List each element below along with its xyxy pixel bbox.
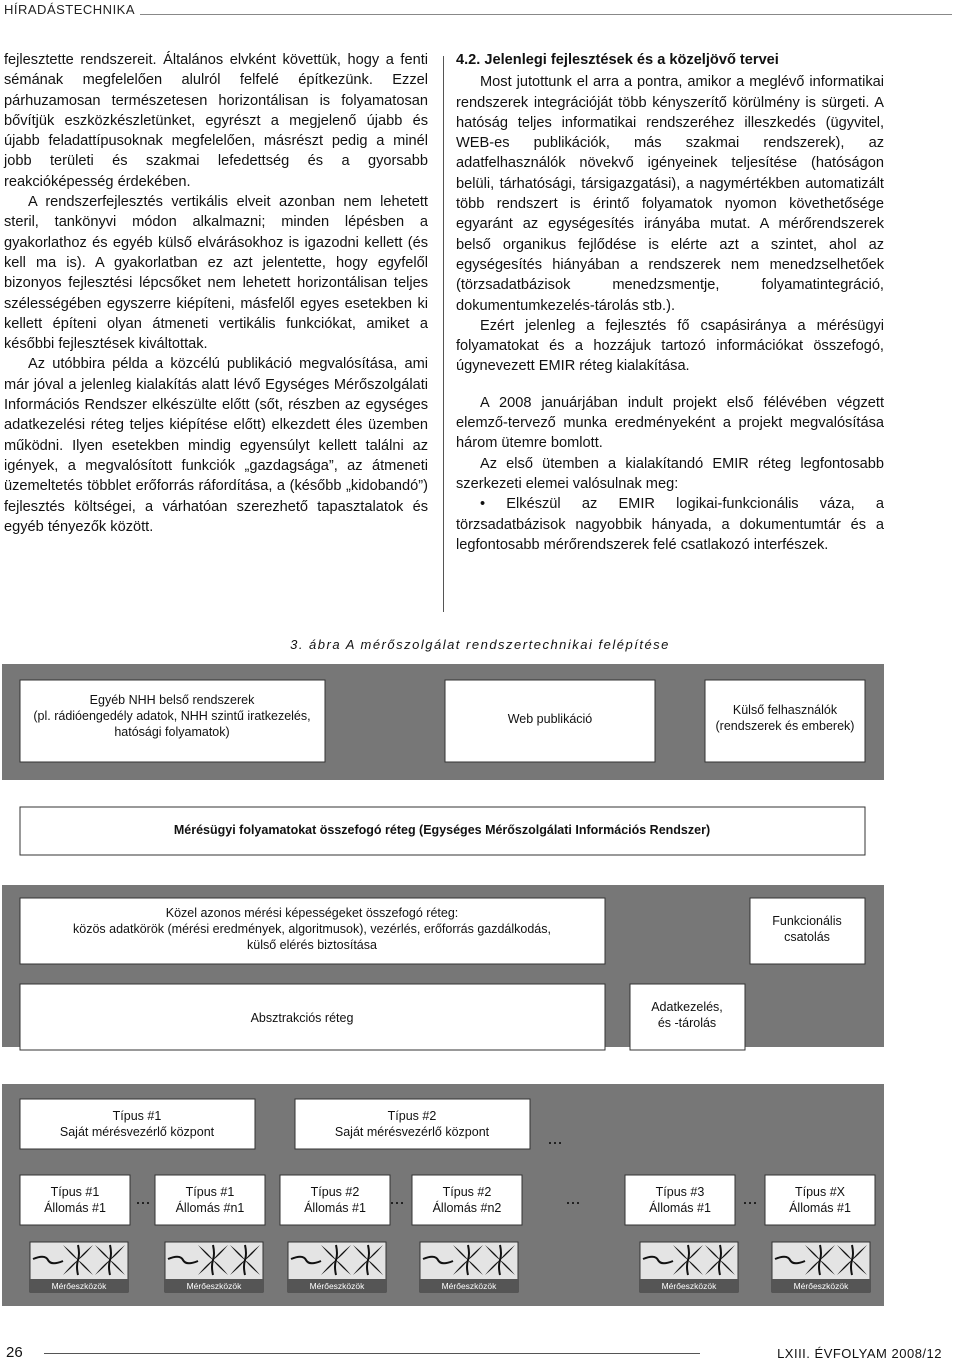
volume-info: LXIII. ÉVFOLYAM 2008/12 [777, 1346, 942, 1361]
left-column [4, 50, 428, 537]
station-6-box [765, 1175, 875, 1225]
instrument-label: Mérőeszközök [793, 1281, 849, 1291]
emir-layer-label: Mérésügyi folyamatokat összefogó réteg (Egységes Mérőszolgálati Információs Rendszer) [173, 823, 711, 837]
center-type-1-line-2: Saját mérésvezérlő központ [59, 1125, 215, 1139]
architecture-diagram [0, 662, 885, 1307]
left-paragraph-1: fejlesztette rendszereit. Általános elvként követtük, hogy a fenti sémának megfelelően alulról felfelé építkezünk. Ezzel párhuzamosan természetesen horizontálisan is folyamatosan bővítjük eszközkészletünket, egyrészt a megjelenő újabb és újabb feladattípusoknak megfelelően, másrészt pedig a minél jobb területi és szakmai lefedettség és a gyorsabb reakcióképesség érdekében. [4, 52, 428, 190]
instrument-group-5 [640, 1242, 738, 1292]
station-2-line-1: Típus #1 [185, 1185, 235, 1199]
center-type-1-line-1: Típus #1 [112, 1109, 162, 1123]
station-6-line-1: Típus #X [794, 1185, 846, 1199]
instrument-group-3 [288, 1242, 386, 1292]
center-type-2-line-2: Saját mérésvezérlő központ [334, 1125, 490, 1139]
instrument-label: Mérőeszközök [309, 1281, 365, 1291]
center-ellipsis: ... [547, 1128, 563, 1148]
running-header: HÍRADÁSTECHNIKA [4, 2, 136, 17]
station-4-line-2: Állomás #n2 [432, 1201, 502, 1215]
right-paragraph-2: Ezért jelenleg a fejlesztés fő csapásiránya a mérésügyi folyamatokat és a hozzájuk tartozó információkat összefogó, úgynevezett EMIR réteg kialakítása. [456, 317, 884, 375]
capability-line-1: Közel azonos mérési képességeket összefogó réteg: [165, 906, 459, 920]
bullet-item: • Elkészül az EMIR logikai-funkcionális váza, a törzsadatbázisok nagyobbik hányada, a dokumentumtár és a legfontosabb mérőrendszerek felé csatlakozó interfészek. [456, 496, 884, 553]
station-2-line-2: Állomás #n1 [175, 1201, 245, 1215]
station-5-line-1: Típus #3 [655, 1185, 705, 1199]
station-3-line-1: Típus #2 [310, 1185, 360, 1199]
page-number: 26 [6, 1344, 23, 1361]
external-users-line-1: Külső felhasználók [732, 703, 838, 717]
station-4-line-1: Típus #2 [442, 1185, 492, 1199]
station-1-line-2: Állomás #1 [44, 1201, 106, 1215]
left-paragraph-2: A rendszerfejlesztés vertikális elveit azonban nem lehetett steril, tankönyvi módon alkalmazni; minden lépésben a gyakorlathoz és egyéb külső elvárásokhoz is igazodni kellett (és kell ma is). A gyakorlatban ez azt jelentette, hogy egyfelől bizonyos fejlesztési lépcsőket nem lehetett horizontálisan teljes szélességében egyszerre kiépíteni, másfelől egyes esetekben ki kellett építeni olyan átmeneti vertikális funkciókat, amiket a későbbi fejlesztések kiváltottak. [4, 194, 428, 353]
data-handling-line-2: és -tárolás [657, 1016, 717, 1030]
abstraction-layer-label: Absztrakciós réteg [250, 1011, 354, 1025]
instrument-label: Mérőeszközök [51, 1281, 107, 1291]
right-paragraph-4: Az első ütemben a kialakítandó EMIR réteg legfontosabb szerkezeti elemei valósulnak meg: [456, 455, 884, 492]
left-paragraph-3: Az utóbbira példa a közcélú publikáció megvalósítása, ami már jóval a jelenleg kialakítás alatt lévő Egységes Mérőszolgálati Információs Rendszer elkészülte előtt (sőt, részben az egységes adatkezelési réteg teljes kiépítése előtt) elkezdett éles üzemben működni. Ilyen esetekben mindig egyensúlyt kellett találni az igények, a megvalósított funkciók „gazdagsága”, az átmeneti üzemeltetés többlet erőforrás ráfordítása, a (később „kidobandó”) fejlesztés költségei, a várhatóan szerezhető tapasztalatok és egyéb tényezők között. [4, 356, 428, 535]
column-divider [443, 56, 444, 612]
nhh-box-line-3: hatósági folyamatok) [114, 725, 230, 739]
instrument-group-4 [420, 1242, 518, 1292]
station-1-line-1: Típus #1 [50, 1185, 100, 1199]
station-4-box [412, 1175, 522, 1225]
figure-caption: 3. ábra A mérőszolgálat rendszertechnikai felépítése [290, 637, 670, 652]
right-column [456, 50, 884, 555]
capability-line-3: külső elérés biztosítása [247, 938, 377, 952]
instrument-group-2 [165, 1242, 263, 1292]
center-type-1-box [20, 1099, 255, 1149]
instrument-label: Mérőeszközök [661, 1281, 717, 1291]
station-2-box [155, 1175, 265, 1225]
right-paragraph-3: A 2008 januárjában indult projekt első félévében végzett elemző-tervező munka eredményeként a projekt megvalósítása három ütemre bomlott. [456, 394, 884, 452]
station-5-line-2: Állomás #1 [649, 1201, 711, 1215]
web-publication-label: Web publikáció [507, 712, 593, 726]
instrument-group-6 [772, 1242, 870, 1292]
center-type-2-box [295, 1099, 530, 1149]
station-3-box [280, 1175, 390, 1225]
station-ellipsis-3: ... [565, 1188, 581, 1208]
instrument-group-1 [30, 1242, 128, 1292]
capability-line-2: közös adatkörök (mérési eredmények, algoritmusok), vezérlés, erőforrás gazdálkodás, [73, 922, 551, 936]
station-3-line-2: Állomás #1 [304, 1201, 366, 1215]
center-type-2-line-1: Típus #2 [387, 1109, 437, 1123]
system-architecture-figure [0, 662, 885, 1307]
station-ellipsis-2: ... [389, 1188, 405, 1208]
instrument-label: Mérőeszközök [441, 1281, 497, 1291]
section-title: 4.2. Jelenlegi fejlesztések és a közeljövő tervei [456, 52, 779, 68]
footer-rule [44, 1353, 700, 1354]
nhh-box-line-1: Egyéb NHH belső rendszerek [89, 693, 255, 707]
right-paragraph-1: Most jutottunk el arra a pontra, amikor a meglévő informatikai rendszerek integrációját több kényszerítő körülmény is sürgeti. A hatóság teljes informatikai rendszeréhez illeszkedés (ügyvitel, WEB-es publikációk, más szakmai rendszerek), az adatfelhasználók növekvő igényeinek teljesítése (hatóságon belüli, tárhatósági, társigazgatási), a nagymértékben automatizált több rendszert is érintő folyamatok nyomon követhetősége egyaránt az egységesítés irányába mutat. A mérőrendszerek belső organikus fejlődése is elérte azt a szintet, ahol az egységesítés hiányában a rendszerek nem menedzselhetőek (törzsadatbázisok menedzsmentje, folyamatintegráció, dokumentumkezelés-tárolás stb.). [456, 74, 884, 314]
external-users-line-2: (rendszerek és emberek) [715, 719, 855, 733]
station-ellipsis-4: ... [742, 1188, 758, 1208]
instrument-label: Mérőeszközök [186, 1281, 242, 1291]
station-ellipsis-1: ... [135, 1188, 151, 1208]
station-1-box [20, 1175, 130, 1225]
station-6-line-2: Állomás #1 [789, 1201, 851, 1215]
data-handling-line-1: Adatkezelés, [651, 1000, 723, 1014]
nhh-box-line-2: (pl. rádióengedély adatok, NHH szintű iratkezelés, [33, 709, 311, 723]
functional-coupling-line-1: Funkcionális [772, 914, 842, 928]
header-rule [140, 14, 952, 15]
station-5-box [625, 1175, 735, 1225]
functional-coupling-line-2: csatolás [784, 930, 830, 944]
